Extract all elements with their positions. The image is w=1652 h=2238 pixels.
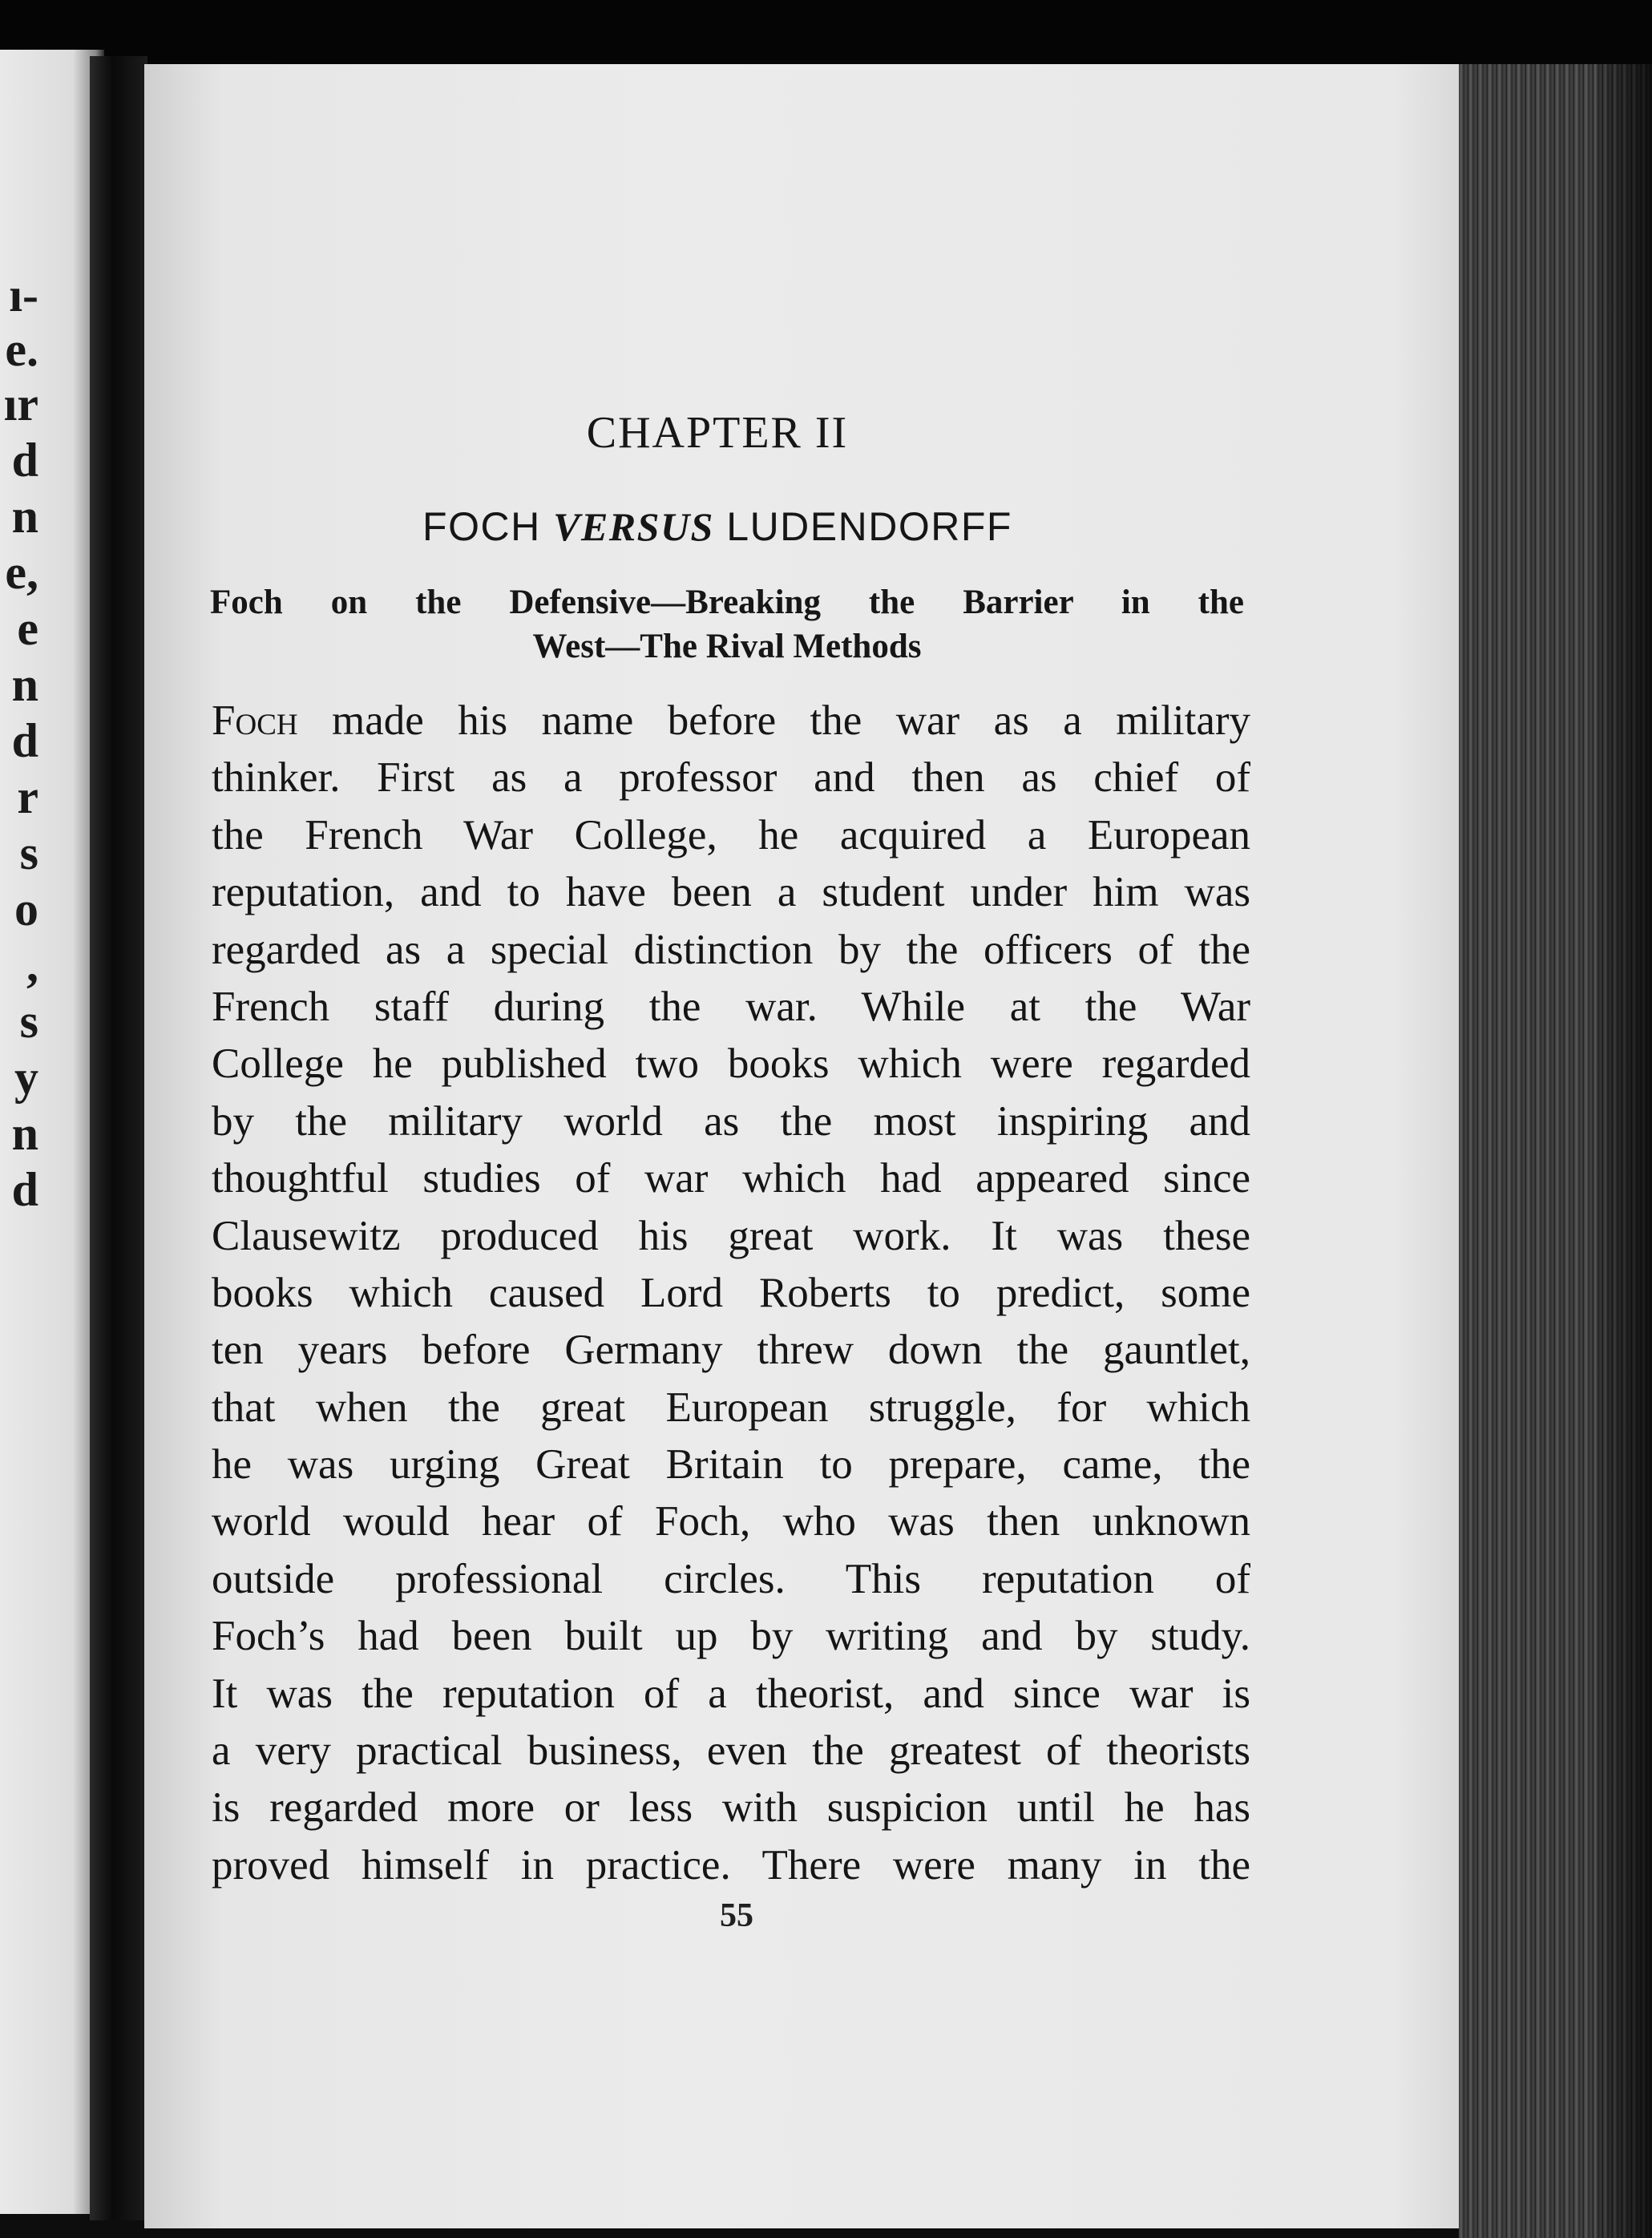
facing-page-fragment: ı- <box>9 269 38 321</box>
page-number: 55 <box>720 1897 753 1934</box>
body-line: a very practical business, even the greatest of theorists <box>212 1727 1250 1775</box>
facing-page-fragment: n <box>11 658 38 711</box>
body-line: College he published two books which were regarded <box>212 1040 1250 1088</box>
body-line: regarded as a special distinction by the officers of the <box>212 926 1250 973</box>
facing-page-fragment: d <box>11 1163 38 1216</box>
facing-page-edge <box>0 50 104 2214</box>
body-line: proved himself in practice. There were many in the <box>212 1841 1250 1889</box>
facing-page-fragment: e, <box>5 546 38 599</box>
scan-top-border <box>0 0 1652 64</box>
chapter-summary <box>210 580 1244 669</box>
body-line: outside professional circles. This reputation of <box>212 1555 1250 1602</box>
body-line: Foch’s had been built up by writing and by study. <box>212 1613 1250 1660</box>
facing-page-fragment: s <box>19 995 38 1048</box>
facing-page-fragment: n <box>11 490 38 543</box>
facing-page-fragment: ır <box>3 378 38 430</box>
chapter-title-italic: VERSUS <box>553 504 714 549</box>
body-line: by the military world as the most inspiring and <box>212 1097 1250 1145</box>
facing-page-fragment: o <box>14 883 38 935</box>
facing-page-fragment: , <box>26 939 38 992</box>
body-line: is regarded more or less with suspicion until he has <box>212 1784 1250 1832</box>
page-edge-stack <box>1459 64 1652 2238</box>
facing-page-fragment: d <box>11 714 38 767</box>
body-line: books which caused Lord Roberts to predict, some <box>212 1269 1250 1316</box>
summary-line: West—The Rival Methods <box>532 628 922 665</box>
body-line: ten years before Germany threw down the gauntlet, <box>212 1327 1250 1374</box>
body-text <box>212 693 1250 1894</box>
body-line: that when the great European struggle, for which <box>212 1384 1250 1431</box>
chapter-title-suffix: LUDENDORFF <box>713 504 1012 549</box>
body-line: he was urging Great Britain to prepare, came, the <box>212 1441 1250 1489</box>
summary-line: Foch on the Defensive—Breaking the Barrier in the <box>210 584 1244 621</box>
chapter-title-prefix: FOCH <box>422 504 554 549</box>
facing-page-fragment: s <box>19 826 38 879</box>
body-line: thoughtful studies of war which had appeared since <box>212 1155 1250 1202</box>
facing-page-fragment: e. <box>5 323 38 376</box>
facing-page-fragment: y <box>14 1051 38 1104</box>
facing-page-fragment: d <box>11 434 38 487</box>
body-line: reputation, and to have been a student under him was <box>212 869 1250 916</box>
body-line: Clausewitz produced his great work. It was these <box>212 1212 1250 1259</box>
chapter-number: CHAPTER II <box>586 408 849 458</box>
body-line: world would hear of Foch, who was then unknown <box>212 1498 1250 1545</box>
first-line-text: made his name before the war as a military <box>297 697 1250 744</box>
facing-page-fragment: r <box>17 770 38 823</box>
book-binding-gutter <box>90 56 147 2220</box>
facing-page-fragment: n <box>11 1107 38 1160</box>
body-line: French staff during the war. While at the War <box>212 983 1250 1030</box>
facing-page-fragment: e <box>17 602 38 655</box>
chapter-title <box>144 503 1290 550</box>
body-line-first <box>212 693 1250 749</box>
body-line: It was the reputation of a theorist, and since war is <box>212 1670 1250 1717</box>
opening-word: Foch <box>212 697 298 744</box>
body-line: thinker. First as a professor and then as chief of <box>212 754 1250 802</box>
body-line: the French War College, he acquired a European <box>212 811 1250 858</box>
